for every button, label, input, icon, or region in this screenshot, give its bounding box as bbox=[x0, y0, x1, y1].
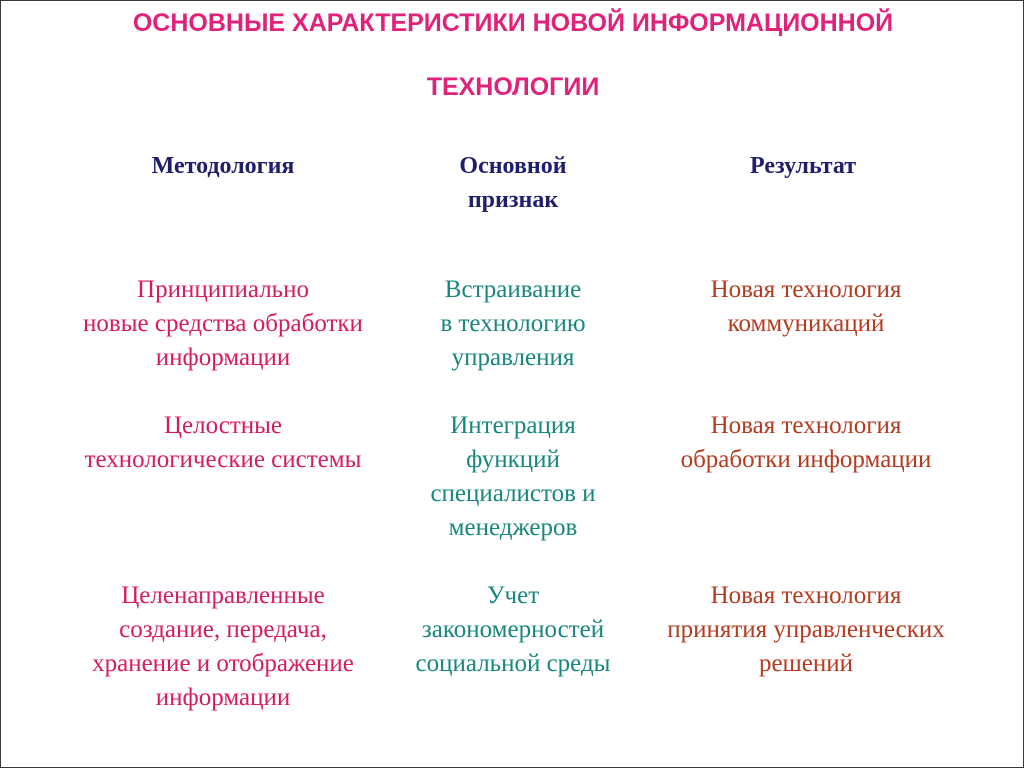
header-methodology: Методология bbox=[151, 153, 295, 179]
row-2-result: Новая технология обработки информации bbox=[680, 412, 932, 473]
row-1-methodology: Принципиально новые средства обработки информации bbox=[83, 276, 363, 371]
row-3-feature: Учет закономерностей социальной среды bbox=[415, 582, 611, 677]
row-1-result: Новая технология коммуникаций bbox=[710, 276, 902, 337]
row-2-feature: Интеграция функций специалистов и менеджеров bbox=[430, 412, 596, 541]
row-2-methodology: Целостные технологические системы bbox=[84, 412, 362, 473]
slide-title-line-1: ОСНОВНЫЕ ХАРАКТЕРИСТИКИ НОВОЙ ИНФОРМАЦИОННОЙ bbox=[132, 9, 894, 37]
slide-title-line-2: ТЕХНОЛОГИИ bbox=[426, 73, 600, 101]
header-main-feature: Основной признак bbox=[459, 153, 567, 213]
row-3-result: Новая технология принятия управленческих решений bbox=[667, 582, 945, 677]
row-3-methodology: Целенаправленные создание, передача, хранение и отображение информации bbox=[92, 582, 354, 711]
header-result: Результат bbox=[749, 153, 857, 179]
row-1-feature: Встраивание в технологию управления bbox=[440, 276, 586, 371]
